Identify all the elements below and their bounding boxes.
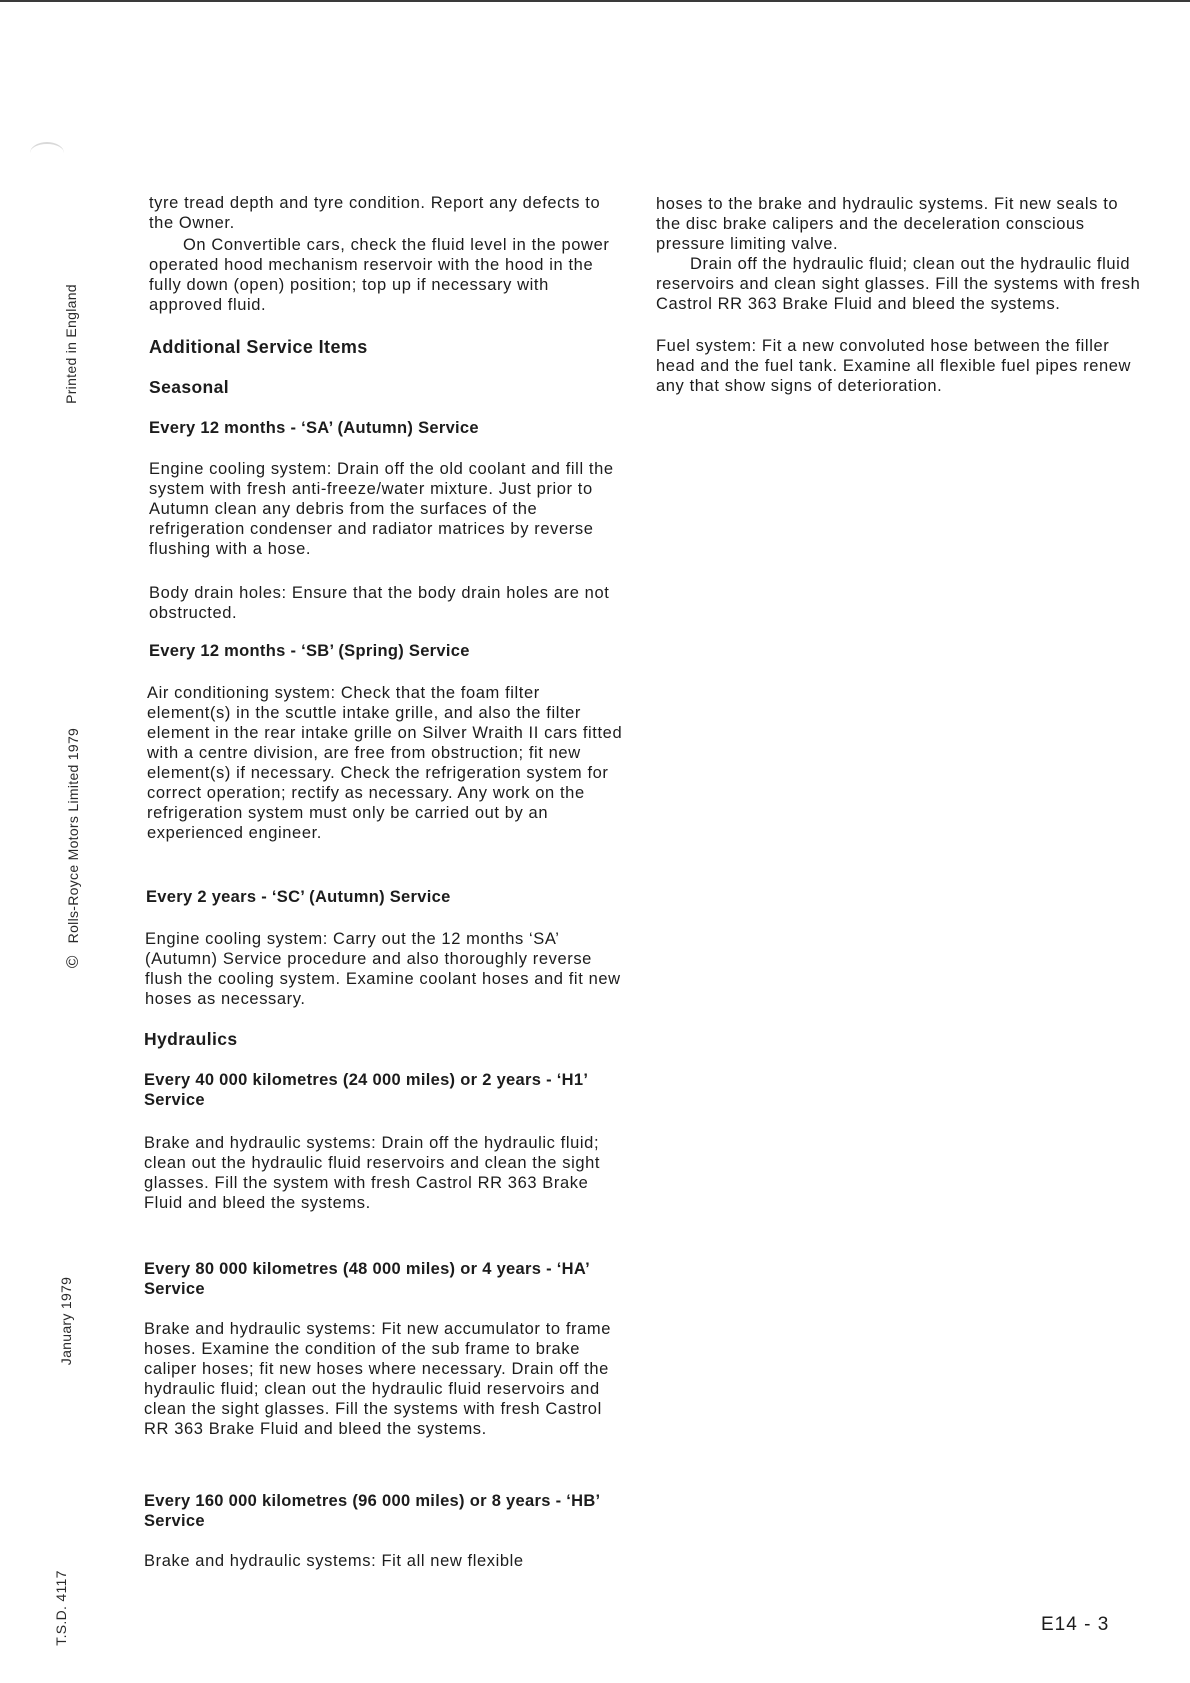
ha-paragraph: Brake and hydraulic systems: Fit new accumulator to frame hoses. Examine the condition of the sub frame to brake caliper hoses; fit new hoses where necessary. Drain off the hydraulic fluid; clean out the hydraulic fluid reservoirs and clean the sight glasses. Fill the systems with fresh Castrol RR 363 Brake Fluid and bleed the systems. <box>144 1320 612 1438</box>
h1-paragraph: Brake and hydraulic systems: Drain off the hydraulic fluid; clean out the hydraulic fluid reservoirs and clean the sight glasses. Fill the system with fresh Castrol RR 363 Brake Fluid and bleed the systems. <box>144 1134 601 1212</box>
left-column <box>144 193 627 1573</box>
sc-paragraph: Engine cooling system: Carry out the 12 months ‘SA’ (Autumn) Service procedure and also thoroughly reverse flush the cooling system. Examine coolant hoses and fit new hoses as necessary. <box>145 930 621 1008</box>
intro-paragraph-2: On Convertible cars, check the fluid level in the power operated hood mechanism reservoir with the hood in the fully down (open) position; top up if necessary with approved fluid. <box>149 236 610 314</box>
sc-service-heading: Every 2 years - ‘SC’ (Autumn) Service <box>146 888 451 906</box>
tsd-number: T.S.D. 4117 <box>53 1570 69 1646</box>
ha-service-heading: Every 80 000 kilometres (48 000 miles) or 4 years - ‘HA’ Service <box>144 1260 590 1298</box>
sa-service-heading: Every 12 months - ‘SA’ (Autumn) Service <box>149 419 479 437</box>
heading-additional-service-items: Additional Service Items <box>149 337 368 357</box>
sb-service-heading: Every 12 months - ‘SB’ (Spring) Service <box>149 642 470 660</box>
heading-seasonal: Seasonal <box>149 377 230 397</box>
right-paragraph-1: hoses to the brake and hydraulic systems. Fit new seals to the disc brake calipers and the deceleration conscious pressure limiting valve. <box>656 195 1119 253</box>
right-paragraph-3: Fuel system: Fit a new convoluted hose between the filler head and the fuel tank. Examine all flexible fuel pipes renew any that show signs of deterioration. <box>656 337 1132 395</box>
copyright-symbol: © <box>63 955 82 969</box>
copyright-line <box>63 713 83 983</box>
heading-hydraulics: Hydraulics <box>144 1029 238 1049</box>
printed-in-england: Printed in England <box>63 284 79 404</box>
intro-paragraph-1: tyre tread depth and tyre condition. Report any defects to the Owner. <box>149 194 601 232</box>
sb-paragraph: Air conditioning system: Check that the foam filter element(s) in the scuttle intake grille, and also the filter element in the rear intake grille on Silver Wraith II cars fitted with a centre division, are free from obstruction; fit new element(s) if necessary. Check the refrigeration system for correct operation; rectify as necessary. Any work on the refrigeration system must only be carried out by an experienced engineer. <box>147 684 623 842</box>
right-column <box>656 194 1146 414</box>
right-paragraph-2: Drain off the hydraulic fluid; clean out the hydraulic fluid reservoirs and clean sight glasses. Fill the systems with fresh Castrol RR 363 Brake Fluid and bleed the systems. <box>656 255 1141 313</box>
hb-service-heading: Every 160 000 kilometres (96 000 miles) or 8 years - ‘HB’ Service <box>144 1492 600 1530</box>
copyright-text: Rolls-Royce Motors Limited 1979 <box>65 727 81 944</box>
sa-paragraph-1: Engine cooling system: Drain off the old coolant and fill the system with fresh anti-freeze/water mixture. Just prior to Autumn clean any debris from the surfaces of the refrigeration condenser and radiator matrices by reverse flushing with a hose. <box>149 460 614 558</box>
sa-paragraph-2: Body drain holes: Ensure that the body drain holes are not obstructed. <box>149 584 610 622</box>
top-border-line <box>0 0 1190 2</box>
publication-date: January 1979 <box>58 1276 74 1366</box>
scan-smudge <box>30 142 64 164</box>
hb-paragraph: Brake and hydraulic systems: Fit all new flexible <box>144 1552 524 1570</box>
page-number: E14 - 3 <box>1041 1614 1110 1635</box>
h1-service-heading: Every 40 000 kilometres (24 000 miles) or 2 years - ‘H1’ Service <box>144 1071 588 1109</box>
